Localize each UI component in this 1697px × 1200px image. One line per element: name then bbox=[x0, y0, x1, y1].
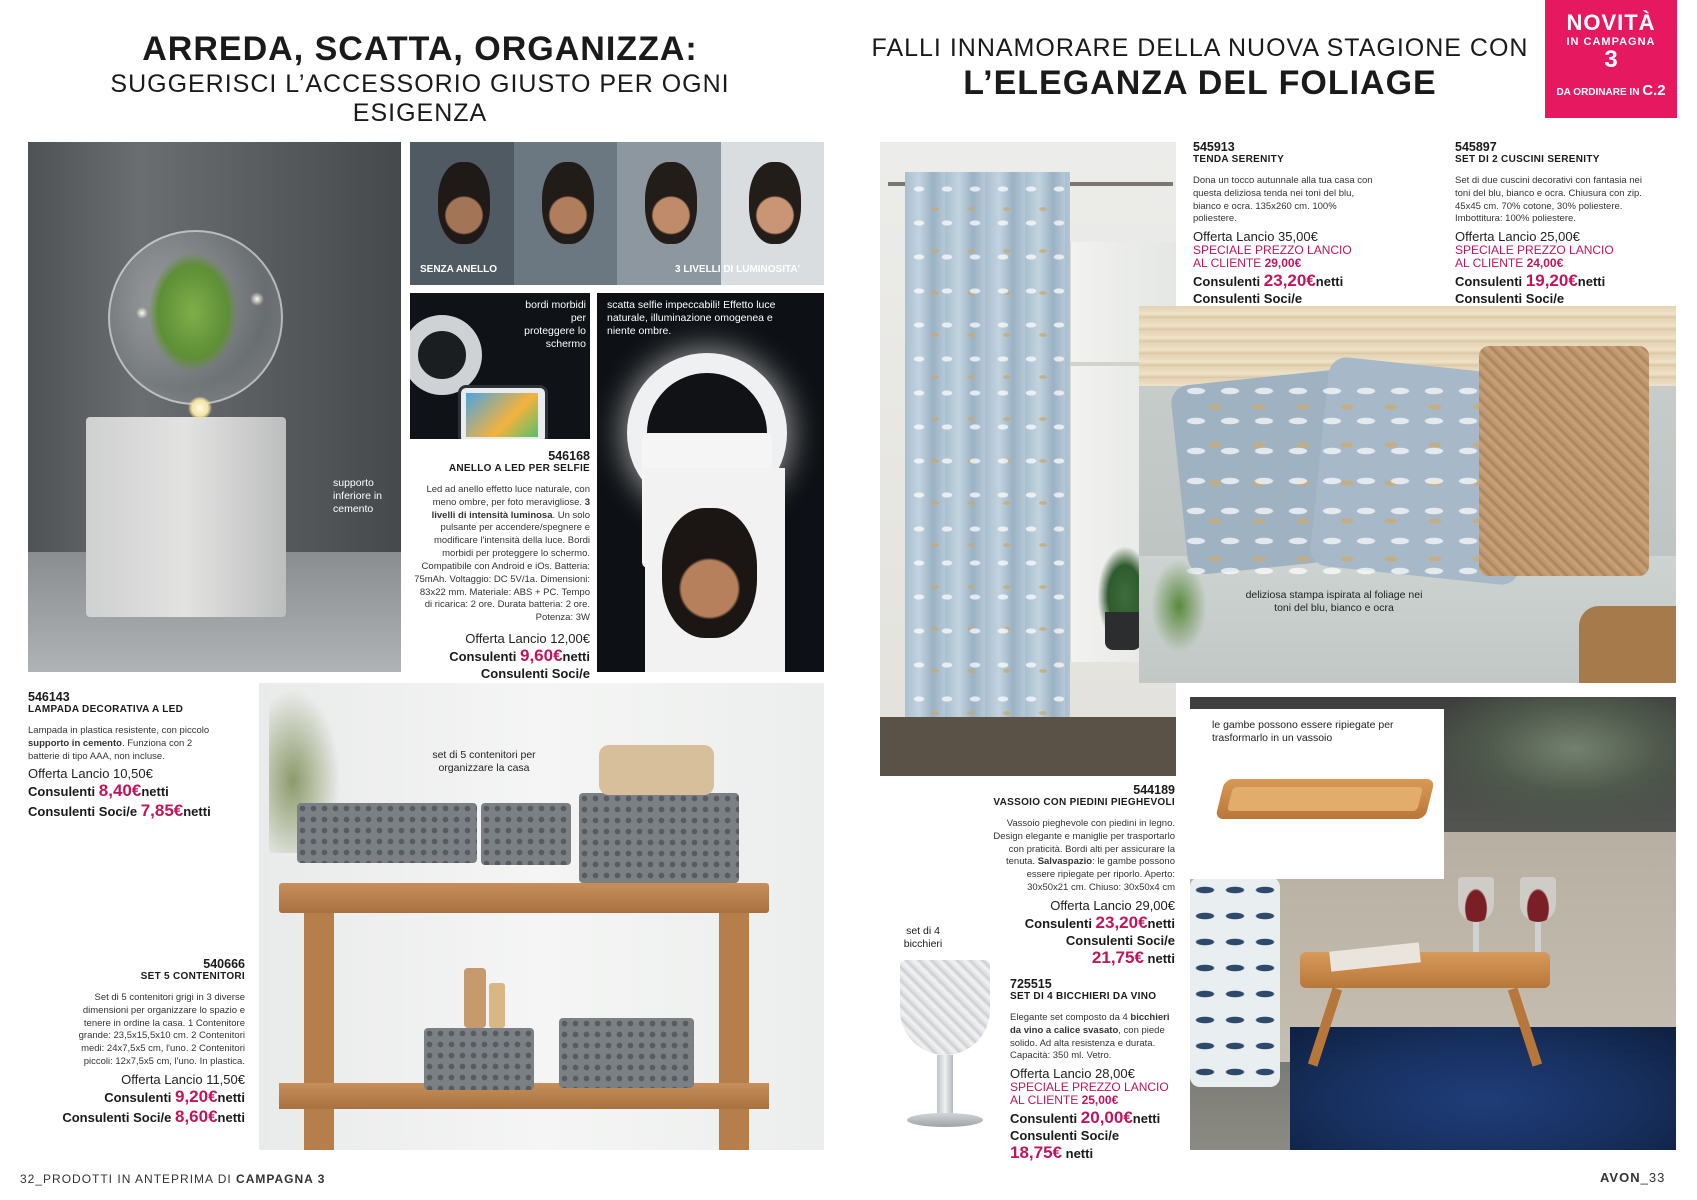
glasses-description: Elegante set composto da 4 bicchieri da vino a calice svasato, con piede solido. Ad alta resistenza e durata. Capacità: 350 ml. Vetro. bbox=[1010, 1012, 1170, 1062]
tray-code: 544189 bbox=[1133, 783, 1175, 797]
tray-partner-price: 21,75€ netti bbox=[1091, 947, 1175, 967]
cushions-offer: Offerta Lancio 25,00€ bbox=[1455, 229, 1580, 245]
ring-partner-price: Consulenti Soci/e bbox=[480, 665, 590, 681]
right-footer bbox=[1600, 1170, 1665, 1185]
glasses-special-price: AL CLIENTE 25,00€ bbox=[1010, 1093, 1119, 1108]
containers-description: Set di 5 contenitori grigi in 3 diverse dimensioni per organizzare lo spazio e tenere in ordine la casa. 1 Contenitore grande: 23,5x15,5x10 cm. 2 Contenitori medi: 24x7,5x5 cm, l'uno. 2 Contenitori piccoli: 12x7,5x5 cm, l'uno. In plastica. bbox=[78, 992, 245, 1068]
left-headline: ARREDA, SCATTA, ORGANIZZA: bbox=[142, 30, 698, 68]
containers-photo bbox=[259, 683, 824, 1150]
wine-glass-photo bbox=[895, 955, 995, 1155]
curtain-code: 545913 bbox=[1193, 140, 1235, 154]
curtain-name: TENDA SERENITY bbox=[1193, 154, 1285, 165]
containers-name: SET 5 CONTENITORI bbox=[140, 971, 245, 982]
curtain-photo bbox=[880, 142, 1176, 776]
glasses-consultant-price: Consulenti 20,00€netti bbox=[1010, 1107, 1161, 1127]
page-number: _33 bbox=[1640, 1170, 1666, 1185]
soft-edges-caption: bordi morbidi per proteggere lo schermo bbox=[524, 299, 586, 351]
badge-campaign-label: IN CAMPAGNA bbox=[1566, 36, 1656, 48]
lamp-consultant-price: Consulenti 8,40€netti bbox=[28, 781, 169, 801]
curtain-special-price: AL CLIENTE 29,00€ bbox=[1193, 256, 1302, 271]
tray-partner-label: Consulenti Soci/e bbox=[1065, 932, 1175, 948]
ring-on-phone-photo bbox=[410, 293, 590, 439]
lamp-description: Lampada in plastica resistente, con piccolo supporto in cemento. Funziona con 2 batterie di tipo AAA, non incluse. bbox=[28, 725, 210, 762]
ring-description: Led ad anello effetto luce naturale, con meno ombre, per foto meravigliose. 3 livelli di intensità luminosa. Un solo pulsante per accendere/spegnere e modificare l'intensità della luce. Bordi morbidi per proteggere lo schermo. Compatibile con Android e iOs. Batteria: 75mAh. Voltaggio: DC 5V/1a. Dimensioni: 83x22 mm. Materiale: ABS + PC. Tempo di ricarica: 2 ore. Durata batteria: 2 ore. Potenza: 3W bbox=[414, 484, 590, 624]
left-subheadline: SUGGERISCI L’ACCESSORIO GIUSTO PER OGNI ESIGENZA bbox=[110, 70, 730, 127]
left-footer: 32_PRODOTTI IN ANTEPRIMA DI CAMPAGNA 3 bbox=[20, 1172, 326, 1186]
tray-name: VASSOIO CON PIEDINI PIEGHEVOLI bbox=[993, 797, 1175, 808]
badge-order-note: DA ORDINARE IN C.2 bbox=[1556, 82, 1666, 99]
tray-offer: Offerta Lancio 29,00€ bbox=[1050, 897, 1175, 913]
lamp-caption: supporto inferiore in cemento bbox=[333, 477, 383, 516]
cushions-name: SET DI 2 CUSCINI SERENITY bbox=[1455, 154, 1600, 165]
lamp-code: 546143 bbox=[28, 690, 70, 704]
glasses-offer: Offerta Lancio 28,00€ bbox=[1010, 1066, 1135, 1082]
curtain-description: Dona un tocco autunnale alla tua casa con questa deliziosa tenda nei toni del blu, bianco e ocra. 135x260 cm. 100% poliestere. bbox=[1193, 175, 1373, 225]
ring-code: 546168 bbox=[548, 449, 590, 463]
tray-photo bbox=[1190, 697, 1676, 1150]
cushions-consultant-price: Consulenti 19,20€netti bbox=[1455, 270, 1606, 290]
selfie-comparison-photo bbox=[410, 142, 824, 285]
no-ring-label: SENZA ANELLO bbox=[420, 264, 498, 275]
badge-title: NOVITÀ bbox=[1566, 10, 1656, 35]
ring-selfie-photo bbox=[597, 293, 824, 672]
tray-caption: le gambe possono essere ripiegate per trasformarlo in un vassoio bbox=[1212, 719, 1394, 745]
lamp-name: LAMPADA DECORATIVA A LED bbox=[28, 704, 184, 715]
containers-offer: Offerta Lancio 11,50€ bbox=[121, 1071, 245, 1087]
glasses-name: SET DI 4 BICCHIERI DA VINO bbox=[1010, 991, 1157, 1002]
cushions-special-label: SPECIALE PREZZO LANCIO bbox=[1455, 243, 1614, 258]
cushions-photo bbox=[1139, 306, 1676, 683]
cushions-partner-price: Consulenti Soci/e bbox=[1455, 290, 1565, 306]
ring-consultant-price: Consulenti 9,60€netti bbox=[449, 645, 590, 665]
curtain-partner-price: Consulenti Soci/e bbox=[1193, 290, 1303, 306]
ring-offer: Offerta Lancio 12,00€ bbox=[465, 630, 590, 646]
containers-code: 540666 bbox=[203, 957, 245, 971]
containers-consultant-price: Consulenti 9,20€netti bbox=[104, 1086, 245, 1106]
glasses-caption: set di 4 bicchieri bbox=[903, 925, 943, 951]
glasses-partner-price: 18,75€ netti bbox=[1010, 1142, 1094, 1162]
glasses-special-label: SPECIALE PREZZO LANCIO bbox=[1010, 1080, 1169, 1095]
tray-inset bbox=[1190, 709, 1444, 879]
lamp-offer: Offerta Lancio 10,50€ bbox=[28, 766, 153, 782]
right-headline: L’ELEGANZA DEL FOLIAGE bbox=[963, 64, 1437, 102]
curtain-consultant-price: Consulenti 23,20€netti bbox=[1193, 270, 1344, 290]
brand-logo: AVON bbox=[1600, 1170, 1641, 1185]
ring-name: ANELLO A LED PER SELFIE bbox=[448, 463, 590, 474]
right-subheadline: FALLI INNAMORARE DELLA NUOVA STAGIONE CON bbox=[871, 34, 1529, 62]
novelty-badge bbox=[1545, 0, 1677, 118]
lamp-partner-price: Consulenti Soci/e 7,85€netti bbox=[28, 801, 211, 821]
cushions-special-price: AL CLIENTE 24,00€ bbox=[1455, 256, 1564, 271]
cushions-caption: deliziosa stampa ispirata al foliage nei toni del blu, bianco e ocra bbox=[1245, 589, 1423, 615]
tray-consultant-price: Consulenti 23,20€netti bbox=[1024, 912, 1175, 932]
cushions-code: 545897 bbox=[1455, 140, 1497, 154]
brightness-levels-label: 3 LIVELLI DI LUMINOSITA' bbox=[675, 264, 800, 275]
curtain-offer: Offerta Lancio 35,00€ bbox=[1193, 229, 1318, 245]
badge-campaign-number: 3 bbox=[1604, 46, 1618, 73]
lamp-photo bbox=[28, 142, 401, 672]
glasses-code: 725515 bbox=[1010, 977, 1052, 991]
glasses-partner-label: Consulenti Soci/e bbox=[1010, 1127, 1120, 1143]
tray-description: Vassoio pieghevole con piedini in legno. Design elegante e maniglie per trasportarlo con praticità. Bordi alti per assicurare la tenuta. Salvaspazio: le gambe possono essere ripiegate per riporlo. Aperto: 30x50x21 cm. Chiuso: 30x50x4 cm bbox=[993, 818, 1175, 894]
cushions-description: Set di due cuscini decorativi con fantasia nei toni del blu, bianco e ocra. Chiusura con zip. 45x45 cm. 70% cotone, 30% poliestere. Imbottitura: 100% poliestere. bbox=[1455, 175, 1642, 225]
curtain-special-label: SPECIALE PREZZO LANCIO bbox=[1193, 243, 1352, 258]
containers-caption: set di 5 contenitori per organizzare la casa bbox=[432, 749, 536, 775]
selfie-caption: scatta selfie impeccabili! Effetto luce naturale, illuminazione omogenea e niente ombre. bbox=[607, 299, 776, 338]
containers-partner-price: Consulenti Soci/e 8,60€netti bbox=[62, 1106, 245, 1126]
